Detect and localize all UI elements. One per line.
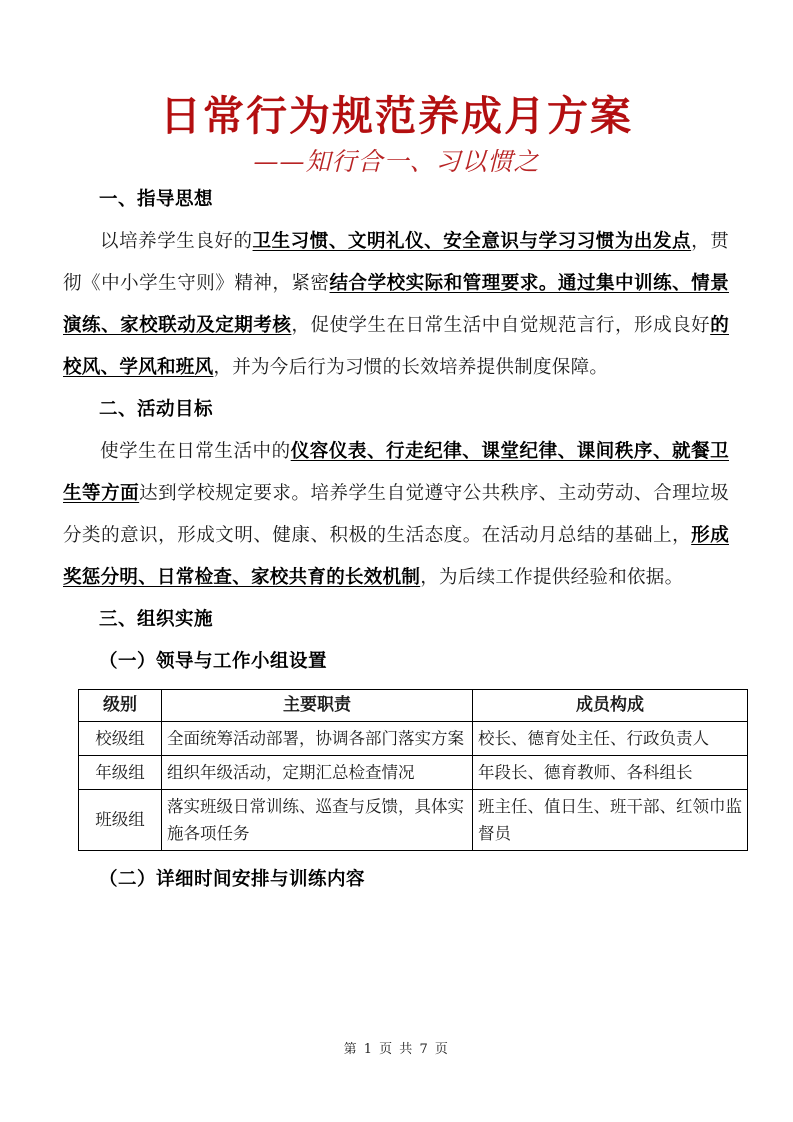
text-run: 达到学校规定要求。培养学生自觉遵守公共秩序、主动劳动、合理垃圾分类的意识，形成文明、健康、积极的生活态度。在活动月总结的基础上， xyxy=(63,482,729,546)
cell-level: 校级组 xyxy=(79,721,162,755)
column-header-level: 级别 xyxy=(79,689,162,721)
section-heading-activity-goals: 二、活动目标 xyxy=(99,398,214,420)
cell-members: 校长、德育处主任、行政负责人 xyxy=(473,721,748,755)
org-table-wrapper xyxy=(63,689,742,851)
table-body xyxy=(79,721,748,850)
emphasis-run: 仪容仪表、行走纪律、课堂纪律、课间秩序、就餐卫生等方面 xyxy=(63,440,729,504)
paragraph-guiding-ideology xyxy=(63,221,729,389)
table-header-row xyxy=(79,689,748,721)
text-run: 以培养学生良好的 xyxy=(100,230,253,252)
table-row xyxy=(79,789,748,850)
emphasis-run: 结合学校实际和管理要求。通过集中训练、情景演练、家校联动及定期考核 xyxy=(63,272,729,336)
cell-duty: 落实班级日常训练、巡查与反馈，具体实施各项任务 xyxy=(162,789,473,850)
column-header-members: 成员构成 xyxy=(473,689,748,721)
section-heading-guiding-ideology: 一、指导思想 xyxy=(99,188,214,210)
subsection-heading-schedule-content: （二）详细时间安排与训练内容 xyxy=(99,868,366,890)
section-heading-organization: 三、组织实施 xyxy=(99,608,214,630)
page-footer: 第 1 页 共 7 页 xyxy=(343,1042,450,1057)
text-run: ，促使学生在日常生活中自觉规范言行，形成良好 xyxy=(291,314,711,336)
document-subtitle: ——知行合一、习以惯之 xyxy=(253,147,540,177)
cell-members: 班主任、值日生、班干部、红领巾监督员 xyxy=(473,789,748,850)
column-header-duty: 主要职责 xyxy=(162,689,473,721)
cell-level: 年级组 xyxy=(79,755,162,789)
text-run: ，贯彻《中小学生守则》精神，紧密 xyxy=(63,230,729,294)
organization-table xyxy=(78,689,748,851)
table-row xyxy=(79,721,748,755)
text-run: ，为后续工作提供经验和依据。 xyxy=(420,566,684,588)
emphasis-run: 形成奖惩分明、日常检查、家校共育的长效机制 xyxy=(63,524,729,588)
spacer xyxy=(63,851,729,859)
cell-level: 班级组 xyxy=(79,789,162,850)
subsection-heading-leadership-groups: （一）领导与工作小组设置 xyxy=(99,650,328,672)
text-run: ，并为今后行为习惯的长效培养提供制度保障。 xyxy=(213,356,609,378)
document-content xyxy=(0,179,793,901)
document-title: 日常行为规范养成月方案 xyxy=(160,92,633,140)
cell-duty: 全面统筹活动部署，协调各部门落实方案 xyxy=(162,721,473,755)
emphasis-run: 卫生习惯、文明礼仪、安全意识与学习习惯为出发点 xyxy=(252,230,692,252)
text-run: 使学生在日常生活中的 xyxy=(100,440,291,462)
table-row xyxy=(79,755,748,789)
paragraph-activity-goals xyxy=(63,431,729,599)
cell-members: 年段长、德育教师、各科组长 xyxy=(473,755,748,789)
cell-duty: 组织年级活动，定期汇总检查情况 xyxy=(162,755,473,789)
table-header xyxy=(79,689,748,721)
emphasis-run: 的校风、学风和班风 xyxy=(63,314,729,378)
